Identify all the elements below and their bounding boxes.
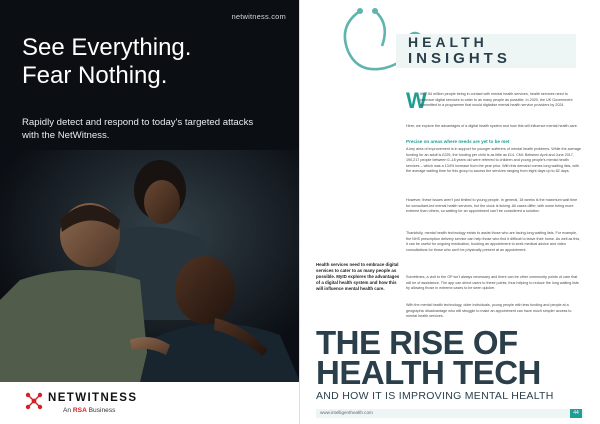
footer-url[interactable]: www.intelligenthealth.com — [320, 410, 373, 415]
rsa-wordmark: RSA — [72, 407, 87, 414]
article-title-line2: HEALTH TECH — [316, 354, 541, 391]
article-subhead: Precise on areas where needs are yet to be met — [406, 139, 510, 144]
article-title — [316, 324, 586, 391]
article-para-6: Sometimes, a visit to the GP isn't always necessary and there can be other community points of care that will be of assistance. The app can direct users to these points, thus helping to reduce the long waiting lists by allowing those in extreme cases to be seen quicker. — [406, 275, 579, 291]
advert-headline-line2: Fear Nothing. — [22, 62, 168, 89]
article-para-5: Thankfully, mental health technology exists to assist those who are facing long waiting lists. For example, the NHS prescription delivery service can help those who find it difficult to leave their home. As well as this, it can be useful for ongoing medication, booking an appointment to seek medical advice and video consultations for those who can't be physically present at an appointment. — [406, 231, 581, 252]
advert-photo-analysts — [0, 150, 300, 382]
section-title-health: HEALTH — [408, 34, 488, 50]
pull-quote: Health services need to embrace digital services to cater to as many people as possible. MyID explores the advantages of a digital health system and how this will influence mental health care. — [316, 262, 400, 292]
advert-url[interactable]: netwitness.com — [231, 12, 286, 21]
drop-cap: W — [406, 88, 427, 113]
advert-headline — [22, 34, 282, 90]
netwitness-logo-icon — [24, 391, 44, 411]
advert-headline-line1: See Everything. — [22, 34, 192, 61]
article-para-7: With the mental health technology, older individuals, young people with less funding and people at a geographic disadvantage who will struggle to make an appointment can have much simpler access to mental health services. — [406, 303, 572, 319]
netwitness-wordmark: NETWITNESS — [48, 392, 138, 404]
rsa-business-tag: An RSA Business — [63, 407, 116, 414]
article-intro: ith 7.54 million people being in contact with mental health services, health services need to embrace digital services to cater to as many people as possible. In 2020, the UK Government committed to a programme that would digitalise mental health service providers by 2024. — [420, 92, 573, 108]
article-para-3: A key area of improvement is in support for younger sufferers of mental health problems. While the average funding for an adult is £225, the funding per child is as little as £14. CMI: Between April and June 2017, 190,217 people between 0–18 years old were referred to children and young people's mental health services – which was a 134% increase from the year prior. With this demand comes long waiting lists, with the average waiting time for this group to access the services ranging from eight days up to 82 days. — [406, 147, 581, 174]
advert-footer — [0, 382, 300, 424]
advert-subline: Rapidly detect and respond to today's targeted attacks with the NetWitness. — [22, 117, 254, 141]
article-para-4: However, these issues aren't just limited to young people. In general, 18 weeks is the maximum wait time for consultant-led mental health services, but the clock is ticking. All cases differ, with some being more extreme than others, so waiting for an appointment can't be considered a solution. — [406, 198, 578, 214]
section-title-insights: INSIGHTS — [408, 50, 511, 67]
page-number: 44 — [570, 409, 582, 418]
article-subtitle: AND HOW IT IS IMPROVING MENTAL HEALTH — [316, 390, 554, 402]
article-title-line1: THE RISE OF — [316, 324, 518, 361]
article-para-2: Here, we explore the advantages of a digital health system and how this will influence mental health care. — [406, 124, 578, 128]
